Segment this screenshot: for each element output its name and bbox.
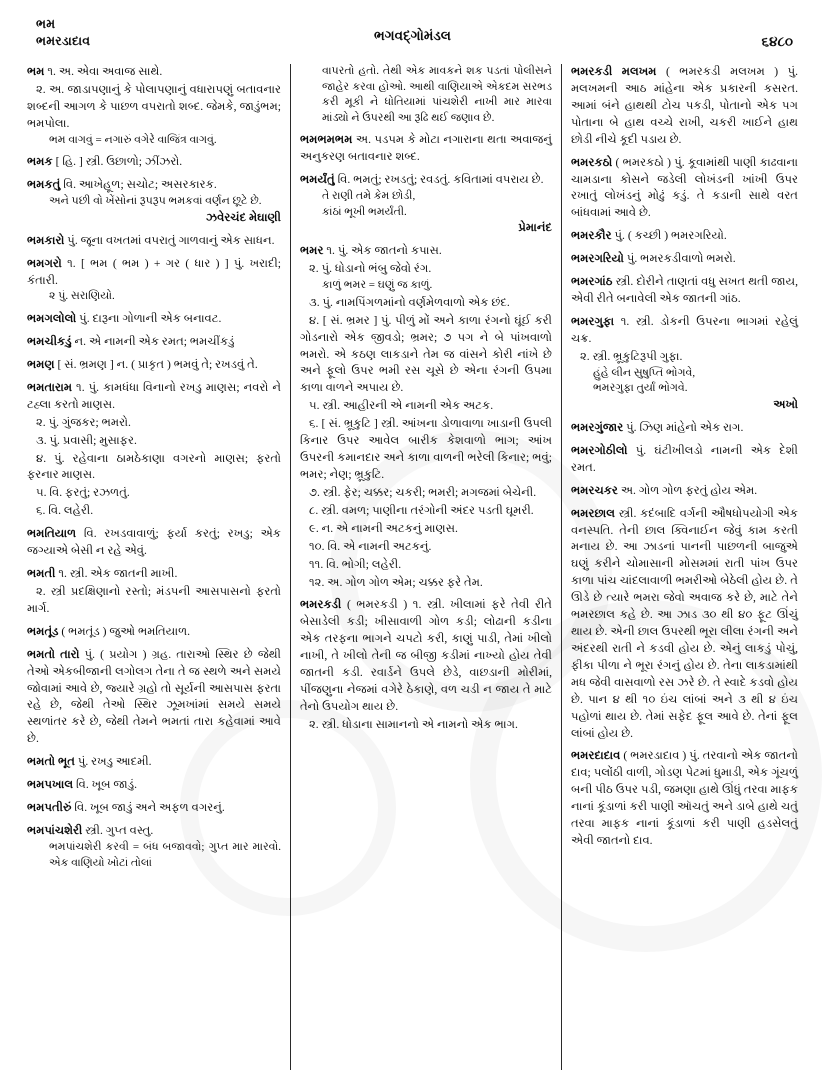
entry-headword: ભમરગરિયો — [571, 252, 624, 266]
entry-sense: ૨. પું. ધોડાનો ભંબુ જેવો રંગ. — [309, 262, 432, 276]
entry-definition: ( ભમરડાદાવ ) પું. તરવાનો એક જાતનો દાવ; પલોંઠી વાળી, ગોડણ પેટમાં ધુમાડી, એક ગૂંચળું બની પીઠ ઉપર પડી, જમણા હાથે ઊંધું તરવા માફક નાનાં કૂંડાળાં કરી પાણી ઑચતું અને ડાબે હાથે ચતું તરવા માફક નાનાં કૂંડાળાં કરી પાણી હડસેલતું એવી જાતનો દાવ. — [571, 749, 798, 848]
entry-headword: ભમપતીરું — [27, 801, 72, 815]
entry-subphrase: તે રાણી તમે કેમ છોડી, — [322, 190, 416, 203]
dictionary-entry — [27, 334, 281, 351]
dictionary-entry — [300, 132, 552, 166]
entry-definition: વિ. ખૂબ જાડું અને અફળ વગરનું. — [74, 801, 225, 815]
column-right — [562, 64, 807, 1070]
entry-first-line — [571, 274, 798, 308]
entry-definition: ( ભમતૂંડ ) જુઓ ભમતિયાળ. — [61, 624, 191, 638]
entry-definition: ( ભમરકઠો ) પું. કૂવામાંથી પાણી કાઢવાના ચામડાના કોસને જડેલી લોખંડની ખાંખી ઉપર રખાતું લોખંડનું મોઢું કડું. તે કડાની સાથે વરત બાંધવામાં આવે છે. — [571, 155, 798, 220]
entry-first-line — [27, 311, 281, 328]
entry-definition: [ હિ. ] સ્ત્રી. ઉછાળો; ઝીંઝરો. — [55, 155, 183, 169]
entry-subphrase: હુંહે લીન સુષુપ્તિ ભોગવે, — [593, 366, 696, 379]
entry-subphrase: ભમપાંચશેરી કરવી = બંધ બજાવવો; ગુપ્ત માર મારવો. એક વાણિયો ખોટાં તોલાં — [49, 840, 281, 869]
entry-headword: ભમરગુફા — [571, 314, 615, 328]
dictionary-entry — [571, 443, 798, 477]
entry-sense: ૯. ન. એ નામની અટકનું માણસ. — [309, 521, 458, 535]
entry-sense: ૩. પું. પ્રવાસી; મુસાફર. — [36, 433, 137, 447]
entry-definition: પું. રખડુ આદમી. — [77, 755, 152, 769]
entry-definition: વિ. ભમતું; રખડતું; રવડતું. કવિતામાં વપરાય છે. — [337, 173, 544, 187]
entry-definition: [ સં. ભ્રમણ ] ન. ( પ્રાકૃત ) ભમવું તે; રખડવું તે. — [57, 357, 258, 371]
entry-headword: ભમણ — [27, 357, 55, 371]
entry-definition: પું. ભમરકડીવાળો ભમરો. — [626, 252, 736, 266]
entry-first-line — [571, 748, 798, 850]
dictionary-entry — [27, 233, 281, 250]
entry-headword: ભમકતું — [27, 178, 61, 192]
entry-headword: ભમરકડી — [300, 598, 342, 612]
entry-first-line — [571, 228, 798, 245]
entry-continuation: ભમરગુફા તુર્યાં ભોગવે. — [593, 382, 688, 395]
entry-headword: ભમરગાંઠ — [571, 275, 613, 289]
column-left — [18, 64, 290, 1070]
entry-definition: અ. ગોળ ગોળ ફરતું હોય એમ. — [620, 483, 758, 497]
entry-subphrase: કાળું ભમર = ઘણું જ કાળું. — [322, 279, 433, 292]
quote-attribution: પ્રેમાનંદ — [518, 221, 552, 235]
entry-first-line — [27, 823, 281, 840]
entry-sense: ૪. પું. રહેવાના ઠામઠેકાણા વગરનો માણસ; ફરતો ફરનાર માણસ. — [27, 451, 281, 482]
entry-first-line — [300, 132, 552, 166]
entry-first-line — [27, 754, 281, 771]
dictionary-entry — [571, 420, 798, 437]
entry-sense: ૭. સ્ત્રી. ફેર; ચક્કર; ચકરી; ભમરી; મગજમાં બેચેની. — [309, 485, 537, 499]
entry-definition: અ. પડપમ કે મોટા નગારાના થતા અવાજનું અનુકરણ બતાવનાર શબ્દ. — [300, 133, 552, 164]
entry-first-line — [27, 566, 281, 583]
entry-definition: સ્ત્રી. ગુપ્ત વસ્તુ. — [85, 824, 154, 838]
dictionary-entry — [27, 177, 281, 226]
entry-continuation: વાપરતો હતો. તેથી એક માવકને શક પડતાં પોલીસને જાહેર કરવા હોઓ. આથી વાણિયાએ એકદમ સરભડ કરી મૂકી ને ધોતિયામાં પાંચશેરી નાખી માર મારવા માંડ્યો ને ઉપરથી આ રૂઢિ થઈ જણાવ છે. — [322, 65, 552, 124]
entry-headword: ભમતી — [27, 567, 56, 581]
entry-headword: ભમરકૌર — [571, 229, 612, 243]
dictionary-entry — [300, 597, 552, 733]
dictionary-entry — [27, 357, 281, 374]
entry-sense: ૧૨. અ. ગોળ ગોળ એમ; ચક્કર ફરે તેમ. — [309, 575, 483, 589]
entry-first-line — [27, 800, 281, 817]
entry-sense: ૨. પું. ગુંજકર; ભમરો. — [36, 415, 131, 429]
entry-definition: પું. દારૂના ગોળાની એક બનાવટ. — [79, 312, 222, 326]
entry-headword: ભમર — [300, 244, 324, 258]
entry-first-line — [27, 233, 281, 250]
entry-first-line — [27, 380, 281, 414]
entry-headword: ભમરગોઠીલો — [571, 443, 628, 457]
entry-first-line — [571, 155, 798, 223]
running-head-last-word: ભમરડાદાવ — [36, 33, 91, 48]
entry-headword: ભમરગુંજાર — [571, 420, 624, 434]
entry-first-line — [27, 154, 281, 171]
entry-first-line — [27, 357, 281, 374]
entry-sense: ૧૧. વિ. ભોગી; લહેરી. — [309, 557, 402, 571]
dictionary-entry — [300, 64, 552, 126]
dictionary-entry — [27, 311, 281, 328]
entry-sense: ૬. [ સં. ભ્રૂકુટિ ] સ્ત્રી. આંખના ડોળાવાળા ખાડાની ઉપલી કિનાર ઉપર આવેલ બારીક કેશવાળો ભાગ; આંખ ઉપરની કમાનદાર અને કાળા વાળની ભરેલી કિનાર; ભવું; ભમર; નેણ; ભ્રૂકુટિ. — [300, 417, 552, 482]
entry-first-line — [27, 334, 281, 351]
entry-sense: ૫. વિ. ફરતું; રઝળતું. — [36, 486, 130, 500]
entry-headword: ભમરકઠો — [571, 155, 613, 169]
running-head — [18, 16, 807, 62]
entry-first-line — [27, 256, 281, 290]
dictionary-entry — [27, 624, 281, 641]
entry-sense: ૧૦. વિ. એ નામની અટકનું. — [309, 539, 432, 553]
entry-sense: ૮. સ્ત્રી. વમળ; પાણીના તરંગોની અંદર પડતી ઘૂમરી. — [309, 503, 534, 517]
entry-definition: ૧. પું. એક જાતનો કપાસ. — [326, 244, 442, 258]
entry-first-line — [27, 647, 281, 749]
entry-headword: ભમતો ભૂત — [27, 755, 75, 769]
entry-first-line — [27, 624, 281, 641]
entry-first-line — [571, 420, 798, 437]
entry-headword: ભમતો તારો — [27, 647, 80, 661]
entry-headword: ભમરદાદાવ — [571, 749, 621, 763]
entry-first-line — [27, 526, 281, 560]
dictionary-entry — [300, 243, 552, 591]
entry-headword: ભમગરો — [27, 256, 62, 270]
dictionary-entry — [27, 800, 281, 817]
entry-sense: ૬. વિ. લહેરી. — [36, 504, 94, 518]
dictionary-entry — [571, 228, 798, 245]
dictionary-entry — [27, 754, 281, 771]
dictionary-entry — [571, 274, 798, 308]
dictionary-entry — [571, 64, 798, 149]
entry-continuation: અને પછી વો ખેંસોનાં રૂપરૂપ ભમકવાં વર્ણન છૂટે છે. — [49, 195, 262, 208]
entry-headword: ભમપાંચશેરી — [27, 824, 83, 838]
dictionary-entry — [300, 172, 552, 237]
quote-attribution: ઝવેરચંદ મેઘાણી — [206, 210, 281, 224]
running-head-first-word: ભમ — [36, 17, 56, 31]
entry-sense: ૨. સ્ત્રી. ભ્રૂકુટિરૂપી ગુફા. — [580, 349, 683, 363]
book-title: ભગવદ્ગોમંડલ — [374, 28, 451, 43]
entry-definition: વિ. રખડવાવાળું; ફર્યા કરતું; રખડુ; એક જગ્યાએ બેસી ન રહે એવું. — [27, 527, 281, 558]
entry-headword: ભમ — [27, 65, 45, 78]
dictionary-entry — [27, 256, 281, 305]
entry-headword: ભમકારો — [27, 233, 65, 247]
dictionary-entry — [27, 647, 281, 749]
entry-first-line — [571, 251, 798, 268]
quote-attribution: અખો — [773, 397, 798, 411]
entry-definition: ૧. અ. એવા અવાજ સાથે. — [47, 65, 163, 78]
entry-definition: પું. ઘંટીખીલડો નામની એક દેશી રમત. — [571, 443, 798, 474]
entry-first-line — [571, 314, 798, 348]
entry-first-line — [300, 597, 552, 715]
entry-headword: ભમચીકડું — [27, 334, 72, 348]
entry-subphrase: ભમ વાગવું = નગારું વગેરે વાજિંત્ર વાગવું. — [49, 133, 217, 146]
dictionary-entry — [27, 823, 281, 871]
entry-continuation: કાંઠાં ભૂખી ભમર્યંતી. — [322, 205, 407, 218]
entry-continuation: ૨ પું. સરાણિયો. — [49, 290, 115, 303]
dictionary-entry — [27, 154, 281, 171]
entry-first-line — [27, 777, 281, 794]
entry-definition: ૧. પું. કામધંધા વિનાનો રખડુ માણસ; નવરો ને ટહ્લા કરતો માણસ. — [27, 380, 281, 411]
entry-headword: ભમક — [27, 155, 53, 169]
dictionary-entry — [571, 483, 798, 500]
entry-headword: ભમતારામ — [27, 380, 73, 394]
column-center — [290, 64, 562, 1070]
column-container — [18, 64, 807, 1070]
entry-sense: ૩. પું. નામપિંગળમાંનો વર્ણમેળવાળો એક છંદ. — [309, 295, 510, 309]
entry-headword: ભમરછાલ — [571, 506, 616, 520]
entry-headword: ભમતૂંડ — [27, 624, 59, 638]
entry-definition: ( ભમરકડી ) ૧. સ્ત્રી. ખીલામાં ફરે તેવી રીતે બેસાડેલી કડી; ખીસાવાળી ગોળ કડી; લોઢાની કડીના એક તરફના ભાગને ચપટો કરી, કાણું પાડી, તેમાં ખીલો નાખી, તે ખીલો તેની જ બીજી કડીમાં નાખ્યો હોય તેવી જાતની કડી. રવાર્ડને ઉપલે છેડે, વાછડાની મોરીમાં, પીંજણુના નેજમાં વગેરે ઠેકાણે, વળ ચડી ન જાય તે માટે તેનો ઉપયોગ થાય છે. — [300, 598, 552, 713]
entry-headword: ભમરચકર — [571, 483, 618, 497]
entry-headword: ભમતિયાળ — [27, 527, 77, 541]
entry-definition: ( ભમરકડી મલખમ ) પું. મલખમની આઠ માંહેના એક પ્રકારની કસરત. આમાં બંને હાથથી ટોચ પકડી, પોતાનો એક પગ પોતાના બે હાથ વચ્ચે રાખી, ચકરી ખાઈને હાથ છોડી નીચે કૂદી પડાય છે. — [571, 65, 798, 146]
entry-sense: ૪. [ સં. ભ્રમર ] પું. પીળું મોં અને કાળા રંગનો ઘૂંઈ કરી ગોડનારો એક જીવડો; ભ્રમર; ૭ પગ ને બે પાંખવાળો ભમરો. એ કઠણ લાકડાને તેમ જ વાંસને કોરી નાંખે છે અને ફૂલો ઉપર ભમી રસ ચૂસે છે એના રંગની ઉપમા કાળા વાળને અપાય છે. — [300, 313, 552, 395]
entry-definition: ન. એ નામની એક રમત; ભમચીંકડું — [74, 334, 235, 348]
entry-headword: ભમભમભમ — [300, 133, 353, 147]
entry-definition: પું. ( પ્રયોગ ) ગ્રહ. તારાઓ સ્થિર છે જેથી તેઓ એકબીજાની લગોલગ તેના તે જ સ્થળે અને સમયે જોવામાં આવે છે, જ્યારે ગ્રહો તો સૂર્યની આસપાસ ફરતા રહે છે, જેથી તેઓ સ્થિર ઝૂમખાંમાં સમયે સમયે સ્થળાંતર કરે છે, જેથી તેમને ભમતાં તારા કહેવામાં આવે છે. — [27, 647, 281, 746]
entry-definition: ૧. સ્ત્રી. ડોકની ઉપરના ભાગમાં રહેલું ચક્ર. — [571, 314, 798, 345]
dictionary-entry — [27, 64, 281, 148]
entry-headword: ભમરકડી મલખમ — [571, 65, 657, 78]
entry-sense: ૨. સ્ત્રી. ધોડાના સામાનનો એ નામનો એક ભાગ. — [309, 717, 518, 731]
entry-definition: પું. ઝિણ માંહેનો એક રાગ. — [626, 420, 744, 434]
page-number: ૬૪૮૦ — [761, 34, 793, 49]
entry-first-line — [571, 506, 798, 743]
dictionary-entry — [571, 251, 798, 268]
dictionary-entry — [27, 380, 281, 520]
entry-definition: વિ. આખેહૂળ; સચોટ; અસરકારક. — [63, 178, 217, 192]
entry-first-line — [571, 443, 798, 477]
entry-first-line — [27, 64, 281, 81]
dictionary-entry — [571, 155, 798, 223]
entry-first-line — [300, 172, 552, 189]
dictionary-entry — [571, 748, 798, 850]
entry-definition: સ્ત્રી. કદંબાદિ વર્ગની ઔષધોપયોગી એક વનસ્પતિ. તેની છાલ ક્વિનાઈન જેવું કામ કરતી મનાય છે. આ ઝાડનાં પાનની પાછળની બાજુએ ઘણું કરીને ચોમાસાની મોસમમાં રાતી પાંખ ઉપર કાળા પાંચ ચાંદલાવાળી ભમરીઓ બેઠેલી હોય છે. તે ઊડે છે ત્યારે ભમરા જેવો અવાજ કરે છે, માટે તેને ભમરછાલ કહે છે. આ ઝાડ ૩૦ થી ૪૦ ફૂટ ઊંચું થાય છે. એની છાલ ઉપરથી ભૂરા લીલા રંગની અને અંદરથી રાતી ને કડવી હોય છે. એનું લાકડું પોચું, ફીકા પીળા ને ભૂરા રંગનું હોય છે. તેના લાકડામાંથી મધ જેવી વાસવાળો રસ ઝરે છે. તે સ્વાદે કડવો હોય છે. પાન ૪ થી ૧૦ ઇંચ લાંબાં અને ૩ થી ૪ ઇંચ પહોળાં થાય છે. તેમાં સફેદ ફૂલ આવે છે. તેનાં ફૂલ લાંબાં હોય છે. — [571, 506, 798, 740]
entry-sense: ૨. સ્ત્રી પ્રદક્ષિણાનો રસ્તો; મંડપની આસપાસનો ફરતો માર્ગ. — [27, 584, 281, 615]
entry-first-line — [571, 64, 798, 149]
entry-definition: ૧. સ્ત્રી. એક જાતની માખી. — [58, 567, 178, 581]
entry-definition: પું. જૂના વખતમાં વપરાતું ગાળવાનું એક સાધન. — [67, 233, 275, 247]
entry-first-line — [571, 483, 798, 500]
entry-first-line — [27, 177, 281, 194]
dictionary-entry — [27, 777, 281, 794]
entry-definition: ૧. [ ભમ ( ભમ ) + ગર ( ધાર ) ] પું. ખરાદી; કંતારી. — [27, 256, 281, 287]
entry-headword: ભમપખાલ — [27, 778, 74, 792]
entry-headword: ભમર્યંતું — [300, 173, 335, 187]
entry-sense: ૫. સ્ત્રી. આહીરની એ નામની એક અટક. — [309, 399, 494, 413]
entry-definition: પું. ( કચ્છી ) ભમરગરિયો. — [614, 229, 727, 243]
dictionary-entry — [27, 566, 281, 618]
entry-sense: ૨. અ. જાડાપણાનું કે પોલાપણાનું વધારાપણું બતાવનાર શબ્દની આગળ કે પાછળ વપરાતો શબ્દ. જેમકે, જાડુંભમ; ભમપોલા. — [27, 82, 281, 130]
entry-definition: સ્ત્રી. દોરીને તાણતાં વધુ સખત થતી જાય, એવી રીતે બનાવેલી એક જાતની ગાંઠ. — [571, 275, 798, 306]
entry-first-line — [300, 243, 552, 260]
entry-headword: ભમગલોલો — [27, 312, 77, 326]
entry-definition: વિ. ખૂબ જાડું. — [76, 778, 138, 792]
dictionary-entry — [571, 314, 798, 414]
dictionary-entry — [571, 506, 798, 743]
dictionary-entry — [27, 526, 281, 560]
